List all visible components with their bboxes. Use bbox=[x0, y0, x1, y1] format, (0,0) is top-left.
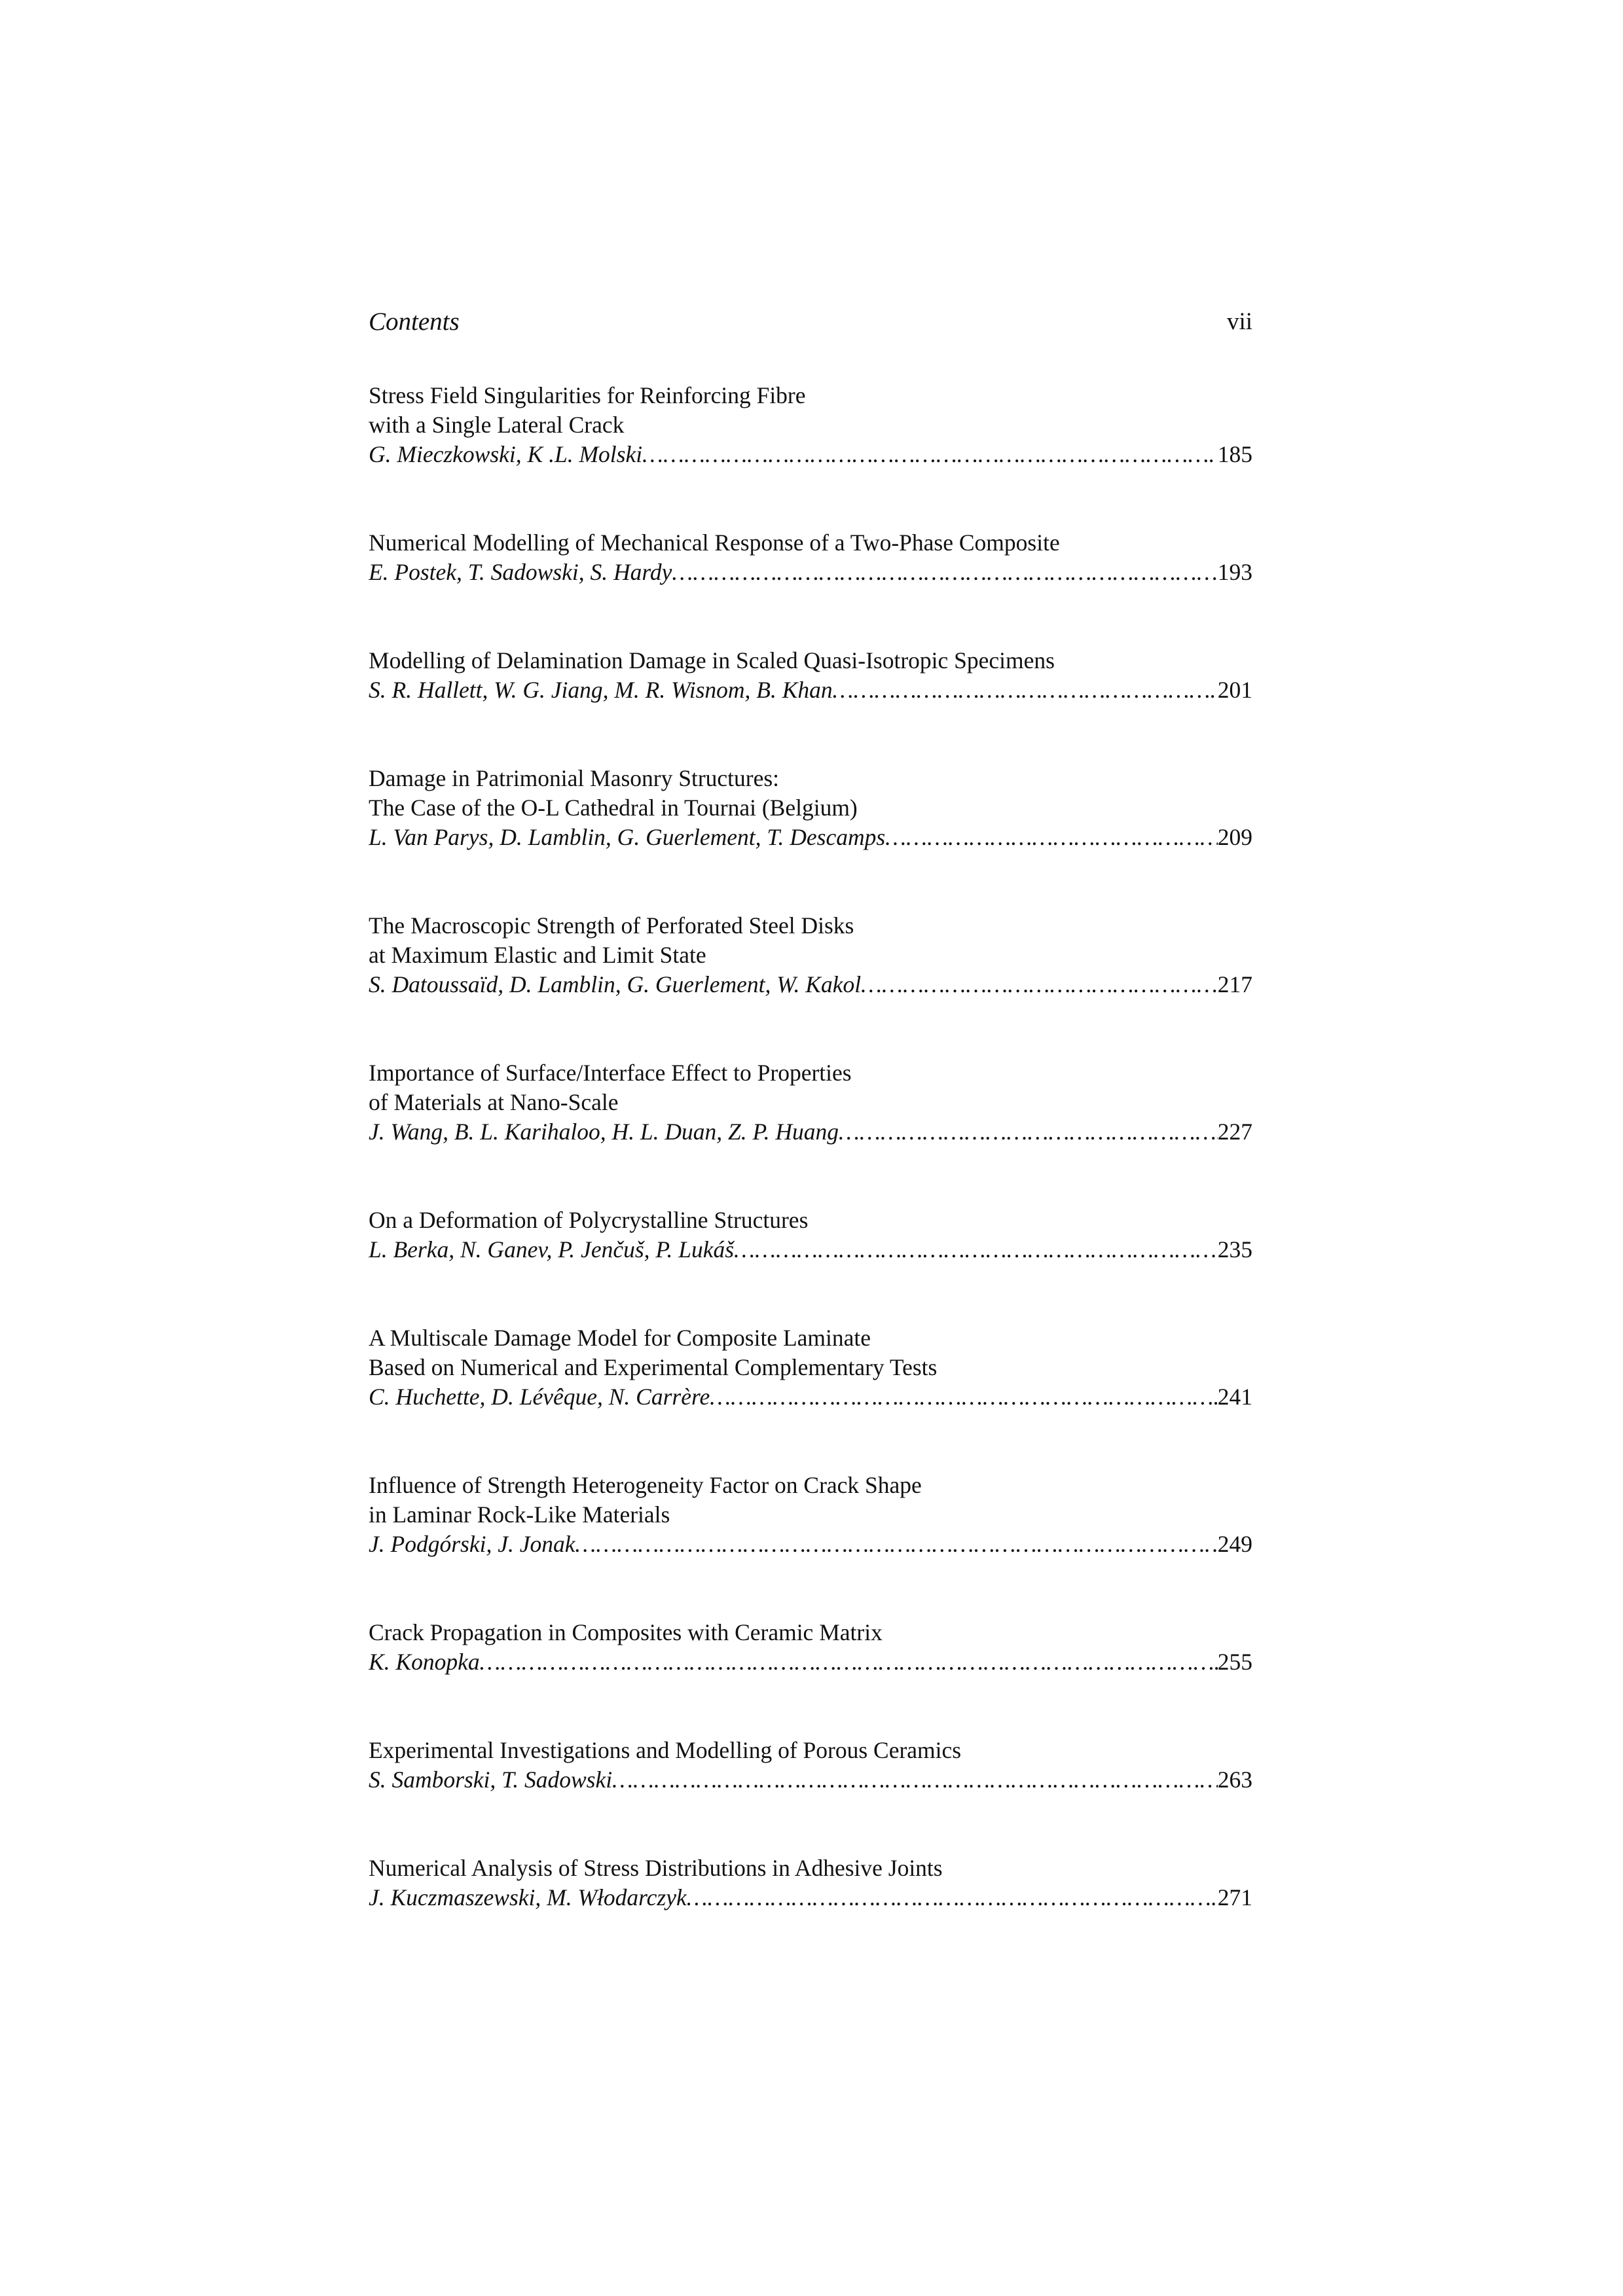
entry-author-line bbox=[369, 1883, 1252, 1912]
entry-page-number[interactable]: 249 bbox=[1217, 1531, 1252, 1557]
entry-title-line: at Maximum Elastic and Limit State bbox=[369, 942, 706, 968]
toc-entry[interactable] bbox=[369, 1854, 1252, 1912]
entry-page-number[interactable]: 185 bbox=[1217, 441, 1252, 467]
entry-page-number[interactable]: 209 bbox=[1217, 824, 1252, 850]
entry-author-line bbox=[369, 1382, 1252, 1412]
running-head bbox=[369, 302, 1252, 342]
toc-entry[interactable] bbox=[369, 911, 1252, 999]
entry-title-line: Crack Propagation in Composites with Ceramic Matrix bbox=[369, 1619, 883, 1645]
entry-title-line: On a Deformation of Polycrystalline Structures bbox=[369, 1207, 809, 1233]
dot-leader bbox=[885, 823, 1218, 852]
toc-entry[interactable] bbox=[369, 381, 1252, 469]
dot-leader bbox=[839, 1117, 1218, 1147]
entry-authors: J. Podgórski, J. Jonak bbox=[369, 1531, 575, 1557]
entry-authors: S. R. Hallett, W. G. Jiang, M. R. Wisnom, B. Khan bbox=[369, 677, 833, 703]
entry-title-line: with a Single Lateral Crack bbox=[369, 412, 625, 438]
entry-author-line bbox=[369, 970, 1252, 999]
header-page-number: vii bbox=[1226, 308, 1252, 335]
entry-author-line bbox=[369, 1530, 1252, 1559]
entry-authors: E. Postek, T. Sadowski, S. Hardy bbox=[369, 559, 672, 585]
entry-authors: J. Kuczmaszewski, M. Włodarczyk bbox=[369, 1884, 687, 1910]
entry-page-number[interactable]: 271 bbox=[1217, 1884, 1252, 1910]
entry-authors: L. Van Parys, D. Lamblin, G. Guerlement, T. Descamps bbox=[369, 824, 886, 850]
toc-entry[interactable] bbox=[369, 646, 1252, 705]
dot-leader bbox=[642, 440, 1218, 469]
entry-authors: G. Mieczkowski, K .L. Molski bbox=[369, 441, 643, 467]
table-of-contents bbox=[369, 381, 1252, 1971]
dot-leader bbox=[833, 675, 1218, 705]
toc-entry[interactable] bbox=[369, 1058, 1252, 1147]
dot-leader bbox=[612, 1765, 1218, 1795]
entry-page-number[interactable]: 217 bbox=[1217, 971, 1252, 997]
entry-title-line: Numerical Analysis of Stress Distributions in Adhesive Joints bbox=[369, 1855, 943, 1881]
dot-leader bbox=[480, 1647, 1218, 1677]
entry-title-line: Modelling of Delamination Damage in Scaled Quasi-Isotropic Specimens bbox=[369, 647, 1055, 673]
page-title: Contents bbox=[369, 308, 460, 336]
entry-authors: S. Datoussaïd, D. Lamblin, G. Guerlement, W. Kakol bbox=[369, 971, 862, 997]
dot-leader bbox=[687, 1883, 1218, 1912]
entry-title-line: of Materials at Nano-Scale bbox=[369, 1089, 619, 1115]
toc-entry[interactable] bbox=[369, 764, 1252, 852]
entry-title-line: Based on Numerical and Experimental Complementary Tests bbox=[369, 1354, 938, 1380]
dot-leader bbox=[861, 970, 1218, 999]
dot-leader bbox=[672, 558, 1217, 587]
entry-authors: C. Huchette, D. Lévêque, N. Carrère bbox=[369, 1384, 710, 1410]
toc-entry[interactable] bbox=[369, 1206, 1252, 1265]
entry-author-line bbox=[369, 1765, 1252, 1795]
entry-title-line: Importance of Surface/Interface Effect to Properties bbox=[369, 1060, 852, 1086]
entry-title-line: Damage in Patrimonial Masonry Structures: bbox=[369, 765, 780, 791]
entry-author-line bbox=[369, 1117, 1252, 1147]
entry-author-line bbox=[369, 558, 1252, 587]
entry-authors: K. Konopka bbox=[369, 1649, 480, 1675]
entry-title-line: Stress Field Singularities for Reinforcing Fibre bbox=[369, 382, 806, 408]
entry-authors: J. Wang, B. L. Karihaloo, H. L. Duan, Z. P. Huang bbox=[369, 1119, 839, 1145]
entry-author-line bbox=[369, 1235, 1252, 1265]
entry-title-line: Influence of Strength Heterogeneity Factor on Crack Shape bbox=[369, 1472, 922, 1498]
dot-leader bbox=[734, 1235, 1218, 1265]
toc-entry[interactable] bbox=[369, 528, 1252, 587]
entry-title-line: Numerical Modelling of Mechanical Response of a Two-Phase Composite bbox=[369, 529, 1060, 556]
entry-author-line bbox=[369, 1647, 1252, 1677]
entry-author-line bbox=[369, 440, 1252, 469]
entry-title-line: in Laminar Rock-Like Materials bbox=[369, 1501, 670, 1528]
entry-page-number[interactable]: 235 bbox=[1217, 1236, 1252, 1263]
entry-page-number[interactable]: 193 bbox=[1217, 559, 1252, 585]
dot-leader bbox=[575, 1530, 1217, 1559]
entry-author-line bbox=[369, 675, 1252, 705]
entry-title-line: The Macroscopic Strength of Perforated Steel Disks bbox=[369, 912, 854, 939]
entry-author-line bbox=[369, 823, 1252, 852]
toc-entry[interactable] bbox=[369, 1618, 1252, 1677]
entry-page-number[interactable]: 227 bbox=[1217, 1119, 1252, 1145]
entry-title-line: The Case of the O-L Cathedral in Tournai (Belgium) bbox=[369, 795, 858, 821]
entry-title-line: Experimental Investigations and Modelling of Porous Ceramics bbox=[369, 1737, 962, 1763]
toc-entry[interactable] bbox=[369, 1471, 1252, 1559]
entry-page-number[interactable]: 241 bbox=[1217, 1384, 1252, 1410]
entry-title-line: A Multiscale Damage Model for Composite Laminate bbox=[369, 1325, 871, 1351]
entry-page-number[interactable]: 263 bbox=[1217, 1767, 1252, 1793]
entry-authors: L. Berka, N. Ganev, P. Jenčuš, P. Lukáš bbox=[369, 1236, 735, 1263]
entry-page-number[interactable]: 201 bbox=[1217, 677, 1252, 703]
toc-entry[interactable] bbox=[369, 1736, 1252, 1795]
toc-entry[interactable] bbox=[369, 1323, 1252, 1412]
entry-authors: S. Samborski, T. Sadowski bbox=[369, 1767, 613, 1793]
entry-page-number[interactable]: 255 bbox=[1217, 1649, 1252, 1675]
dot-leader bbox=[710, 1382, 1218, 1412]
